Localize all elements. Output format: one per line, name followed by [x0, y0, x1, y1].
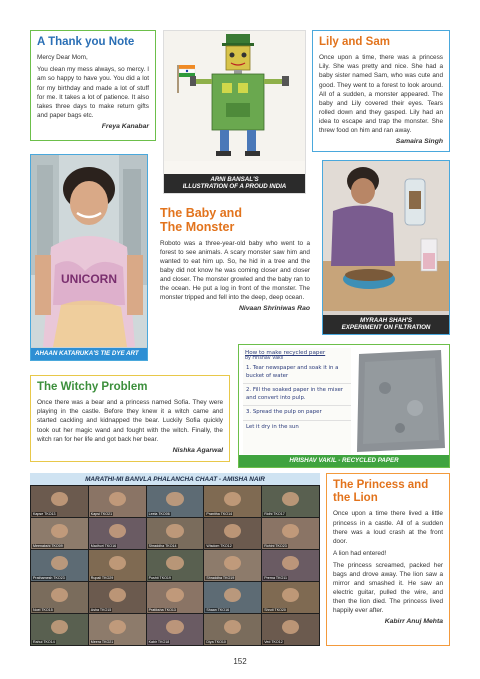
participant-avatar	[224, 588, 241, 602]
thank-you-note-author: Freya Kanabar	[101, 122, 149, 130]
video-tile	[204, 486, 261, 517]
participant-avatar	[166, 620, 183, 634]
thank-you-note-body: You clean my mess always, so mercy. I am so happy to have you. You did a lot for my birthday and made a lot of stuff for me. It takes a lot of patience. It also takes three days to make return gifts and paper bags etc.	[37, 66, 149, 119]
video-tile	[262, 582, 319, 613]
video-tile	[147, 486, 204, 517]
video-tile	[31, 614, 88, 645]
baby-and-monster-author: Nivaan Shriniwas Rao	[238, 305, 310, 313]
participant-avatar	[51, 620, 68, 634]
video-tile	[31, 582, 88, 613]
arni-caption-line1: ARNI BANSAL'S	[210, 175, 259, 183]
video-tile	[89, 486, 146, 517]
ahaan-photo	[30, 154, 148, 361]
video-tile	[262, 614, 319, 645]
princess-paragraph-3: The princess screamed, packed her bags and drove away. The lion saw a mirror and smashed it. He saw an electric guitar, pulled the wire, and then the lion died. The princess lived happily ever after.	[333, 561, 443, 615]
participant-avatar	[224, 524, 241, 538]
participant-avatar	[224, 492, 241, 506]
video-tile-label: Kapsi TKO21	[90, 512, 113, 516]
video-tile	[204, 614, 261, 645]
note-title: How to make recycled paper	[245, 350, 326, 356]
ahaan-caption: AHAAN KATARUKA'S TIE DYE ART	[31, 348, 147, 360]
video-tile-label: Rupali TKO29	[90, 576, 114, 580]
video-tile	[89, 518, 146, 549]
hrishav-caption: HRISHAV VAKIL - RECYCLED PAPER	[239, 455, 449, 467]
video-tile-label: Shraddha TKO19	[206, 576, 235, 580]
baby-and-monster-title	[160, 206, 310, 235]
video-tile	[147, 518, 204, 549]
boy-photo-icon	[31, 155, 147, 347]
witchy-problem-title: The Witchy Problem	[37, 381, 148, 393]
note-step-2: 2. Fill the soaked paper in the mixer and convert into pulp.	[243, 384, 351, 406]
participant-avatar	[109, 556, 126, 570]
myraah-caption-line2: EXPERIMENT ON FILTRATION	[341, 324, 431, 332]
baby-and-monster-body: Roboto was a three-year-old baby who went to a forest to see animals. A scary monster saw him and wanted to eat him up. So, he hid in a tree and the baby did not know he was coming closer and closer and closer. The monster growled and the baby ran to the ocean. He put a log in front of the monster. The monster tripped and fell into the deep, deep ocean.	[160, 239, 310, 302]
page-number: 152	[233, 657, 247, 666]
participant-avatar	[224, 556, 241, 570]
video-tile	[262, 518, 319, 549]
thank-you-note-title: A Thank you Note	[37, 36, 135, 48]
video-tile-label: Prerna TKO11	[264, 576, 288, 580]
video-tile	[31, 486, 88, 517]
video-tile	[89, 582, 146, 613]
lily-and-sam-title: Lily and Sam	[319, 36, 390, 48]
recycled-paper-sheet-icon	[355, 348, 447, 454]
video-tile-label: Pushti TKO19	[148, 576, 171, 580]
witchy-problem-card	[30, 375, 230, 462]
video-tile-label: Rahul TKO14	[33, 640, 55, 644]
note-by: by Hrishav Vakil	[245, 356, 284, 361]
video-tile	[31, 550, 88, 581]
arni-caption	[164, 174, 305, 194]
baby-title-line1: The Baby and	[160, 206, 242, 220]
arni-illustration	[163, 30, 306, 194]
video-tile-label: Ved TKO12	[264, 640, 283, 644]
participant-avatar	[224, 620, 241, 634]
filtration-photo-icon	[323, 161, 449, 311]
video-tile-label: Kapse TKO13	[33, 512, 56, 516]
marathi-video-grid	[30, 473, 320, 646]
participant-avatar	[109, 492, 126, 506]
video-tile-label: Kabir TKO18	[148, 640, 170, 644]
video-tile-label: Meera TKO21	[90, 640, 114, 644]
video-tile-label: Shaan TKO16	[206, 608, 230, 612]
video-tile-label: Meenakshi TKO09	[33, 544, 63, 548]
thank-you-note-card	[30, 30, 156, 141]
video-tile-label: Rohini TKO23	[264, 544, 287, 548]
video-tile-label: Shraddha TKO14	[148, 544, 177, 548]
video-tile-label: Diya TKO10	[206, 640, 226, 644]
participant-avatar	[51, 588, 68, 602]
video-tile-label: Wisdom TKO12	[206, 544, 232, 548]
baby-and-monster-card	[154, 200, 316, 334]
video-tile-label: Pratiksha TKO13	[148, 608, 176, 612]
recycled-paper-note	[243, 348, 351, 454]
myraah-caption	[323, 315, 449, 335]
participant-avatar	[282, 492, 299, 506]
video-tile	[204, 518, 261, 549]
video-tile-label: Leela TKO06	[148, 512, 170, 516]
video-tile	[89, 614, 146, 645]
participant-avatar	[51, 556, 68, 570]
witchy-problem-body: Once there was a bear and a princess named Sofia. They were playing in the castle. Before they knew it a witch came and started cackling and kidnapped the bear. Luckily Sofia quickly took out her magic wand and fought with the witch. Finally, the witch ran for her life and got back her bear.	[37, 399, 223, 443]
video-tile	[147, 582, 204, 613]
video-tile	[147, 614, 204, 645]
video-tile-label: Prathamesh TKO23	[33, 576, 65, 580]
participant-avatar	[109, 588, 126, 602]
participant-avatar	[282, 588, 299, 602]
participant-avatar	[109, 620, 126, 634]
video-tile	[147, 550, 204, 581]
princess-paragraph-2: A lion had entered!	[333, 549, 387, 557]
participant-avatar	[166, 588, 183, 602]
marathi-caption: MARATHI-MI BANVLA PHALANCHA CHAAT - AMISHA NAIR	[30, 473, 320, 485]
participant-avatar	[109, 524, 126, 538]
witchy-problem-author: Nishka Agarwal	[172, 446, 223, 454]
note-step-4: Let it dry in the sun	[246, 423, 299, 430]
note-step-3: 3. Spread the pulp on paper	[243, 406, 351, 420]
video-tile	[204, 582, 261, 613]
participant-avatar	[166, 492, 183, 506]
hrishav-photo	[238, 344, 450, 468]
baby-title-line2: The Monster	[160, 220, 235, 235]
video-tile-label: Shruti TKO20	[264, 608, 286, 612]
princess-and-lion-card	[326, 473, 450, 646]
lily-and-sam-card	[312, 30, 450, 152]
video-tile	[31, 518, 88, 549]
video-tile	[262, 486, 319, 517]
myraah-photo	[322, 160, 450, 335]
video-tile-label: Madhuri TKO16	[90, 544, 117, 548]
participant-avatar	[51, 524, 68, 538]
participant-avatar	[51, 492, 68, 506]
thank-you-note-salutation: Mercy Dear Mom,	[37, 54, 88, 62]
princess-and-lion-author: Kabirr Anuj Mehta	[384, 618, 443, 626]
lily-and-sam-author: Samaira Singh	[395, 138, 443, 146]
participant-avatar	[166, 556, 183, 570]
video-tile	[262, 550, 319, 581]
video-tile-label: Pranitha TKO14	[206, 512, 233, 516]
arni-caption-line2: ILLUSTRATION OF A PROUD INDIA	[182, 183, 287, 191]
participant-avatar	[282, 556, 299, 570]
lily-and-sam-body: Once upon a time, there was a princess Lily. She was pretty and nice. She had a baby sister named Sam, who was cute and good. They went to a forest to look around. All of a sudden, a monster appeared. The baby and Lily covered their eyes. Tears rolled down and they gasped. Lily had an idea to escape and trap the monster. She threw food on him and ran away.	[319, 54, 443, 134]
myraah-caption-line1: MYRAAH SHAH'S	[359, 316, 412, 324]
princess-title-line2: the Lion	[333, 492, 378, 505]
note-step-1: 1. Tear newspaper and soak it in a bucket of water	[243, 364, 351, 384]
video-tile-label: Noel TKO15	[33, 608, 53, 612]
video-tile-label: Asha TKO15	[90, 608, 112, 612]
princess-title-line1: The Princess and	[333, 479, 429, 491]
participant-avatar	[166, 524, 183, 538]
participant-avatar	[282, 524, 299, 538]
shirt-text: UNICORN	[61, 272, 117, 286]
participant-avatar	[282, 620, 299, 634]
video-tile-label: Ridhi TKO17	[264, 512, 285, 516]
princess-and-lion-title	[333, 479, 443, 505]
princess-paragraph-1: Once upon a time there lived a little princess in a castle. All of a sudden there was a loud crash at the front door.	[333, 510, 443, 545]
video-tile-grid	[30, 485, 320, 646]
video-tile	[89, 550, 146, 581]
video-tile	[204, 550, 261, 581]
robot-drawing-icon	[164, 31, 305, 161]
